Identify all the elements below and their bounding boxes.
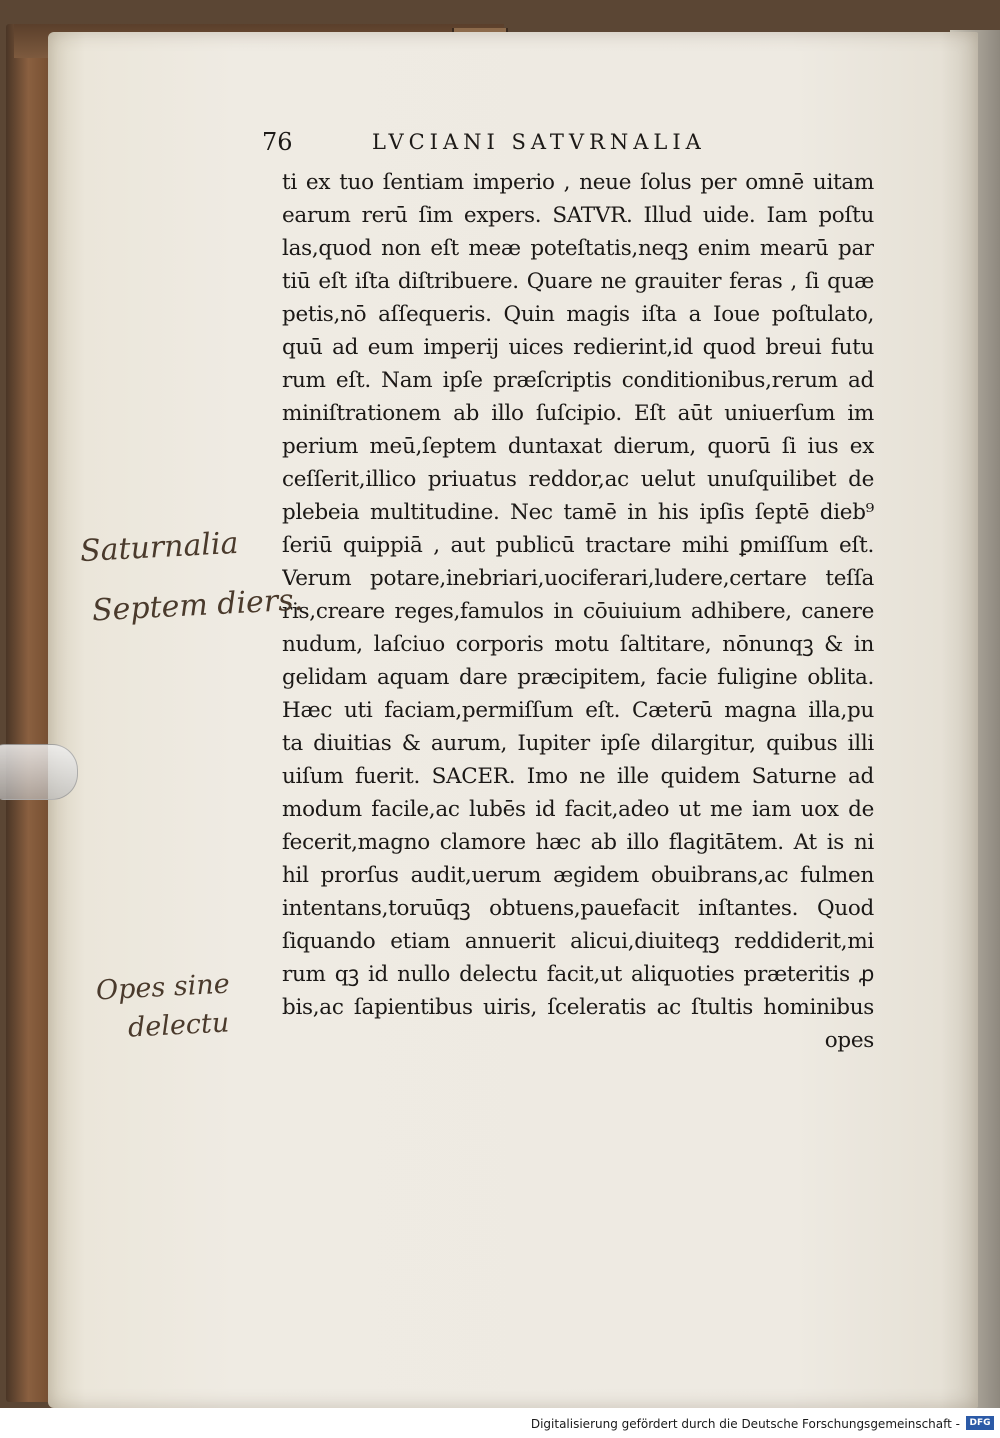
text-line: ris,creare reges,famulos in cōuiuium adhibere, canere [282, 599, 874, 624]
text-line: ceſſerit,illico priuatus reddor,ac uelut unuſquilibet de [282, 467, 874, 492]
digitization-footer [0, 1408, 1000, 1438]
text-line: ſiquando etiam annuerit alicui,diuiteqꝫ reddiderit,mi [282, 929, 874, 954]
text-line: rum qꝫ id nullo delectu facit,ut aliquoties præteritis ꝓ [282, 962, 874, 987]
text-line: ti ex tuo ſentiam imperio , neue ſolus per omnē uitam [282, 170, 874, 195]
text-line: perium meū,ſeptem duntaxat dierum, quorū ſi ius ex [282, 434, 874, 459]
text-line: gelidam aquam dare præcipitem, facie fuligine oblita. [282, 665, 874, 690]
dfg-logo-icon: DFG [966, 1416, 994, 1430]
text-line: earum rerū ſim expers. SATVR. Illud uide. Iam poſtu [282, 203, 874, 228]
text-line: Hæc uti faciam,permiſſum eſt. Cæterū magna illa,pu [282, 698, 874, 723]
text-line: uiſum fuerit. SACER. Imo ne ille quidem Saturne ad [282, 764, 874, 789]
marginal-note: Opes sine [95, 968, 231, 1007]
text-line: petis,nō aſſequeris. Quin magis iſta a Ioue poſtulato, [282, 302, 874, 327]
body-text [282, 166, 874, 1057]
text-line: ta diuitias & aurum, Iupiter ipſe dilargitur, quibus illi [282, 731, 874, 756]
text-line: fecerit,magno clamore hæc ab illo flagitātem. At is ni [282, 830, 874, 855]
page-number: 76 [262, 128, 293, 156]
text-line: nudum, laſciuo corporis motu ſaltitare, nōnunqꝫ & in [282, 632, 874, 657]
text-line: las,quod non eſt meæ poteſtatis,neqꝫ enim mearū par [282, 236, 874, 261]
text-line: quū ad eum imperij uices redierint,id quod breui futu [282, 335, 874, 360]
text-line: opes [824, 1028, 874, 1053]
marginal-note: Septem diers. [91, 582, 304, 629]
text-line: bis,ac ſapientibus uiris, ſceleratis ac ſtultis hominibus [282, 995, 874, 1020]
marginal-note: Saturnalia [79, 525, 240, 570]
text-line: tiū eſt iſta diſtribuere. Quare ne grauiter feras , ſi quæ [282, 269, 874, 294]
marginal-note: delectu [127, 1007, 230, 1044]
text-line: modum facile,ac lubēs id facit,adeo ut me iam uox de [282, 797, 874, 822]
text-line: rum eſt. Nam ipſe præſcriptis conditionibus,rerum ad [282, 368, 874, 393]
text-line: intentans,toruūqꝫ obtuens,pauefacit inſtantes. Quod [282, 896, 874, 921]
running-head: LVCIANI SATVRNALIA [372, 130, 706, 154]
text-line: ſeriū quippiā , aut publicū tractare mihi ꝑmiſſum eſt. [282, 533, 874, 558]
page-header [262, 126, 742, 166]
text-line: Verum potare,inebriari,uociferari,ludere,certare teſſa [282, 566, 874, 591]
funding-credit: Digitalisierung gefördert durch die Deutsche Forschungsgemeinschaft - [530, 1417, 960, 1431]
page-clip [0, 744, 78, 800]
text-line: hil prorſus audit,uerum ægidem obuibrans,ac fulmen [282, 863, 874, 888]
text-line: miniſtrationem ab illo ſuſcipio. Eſt aūt uniuerſum im [282, 401, 874, 426]
text-line: plebeia multitudine. Nec tamē in his ipſis ſeptē dieb⁹ [282, 500, 874, 525]
